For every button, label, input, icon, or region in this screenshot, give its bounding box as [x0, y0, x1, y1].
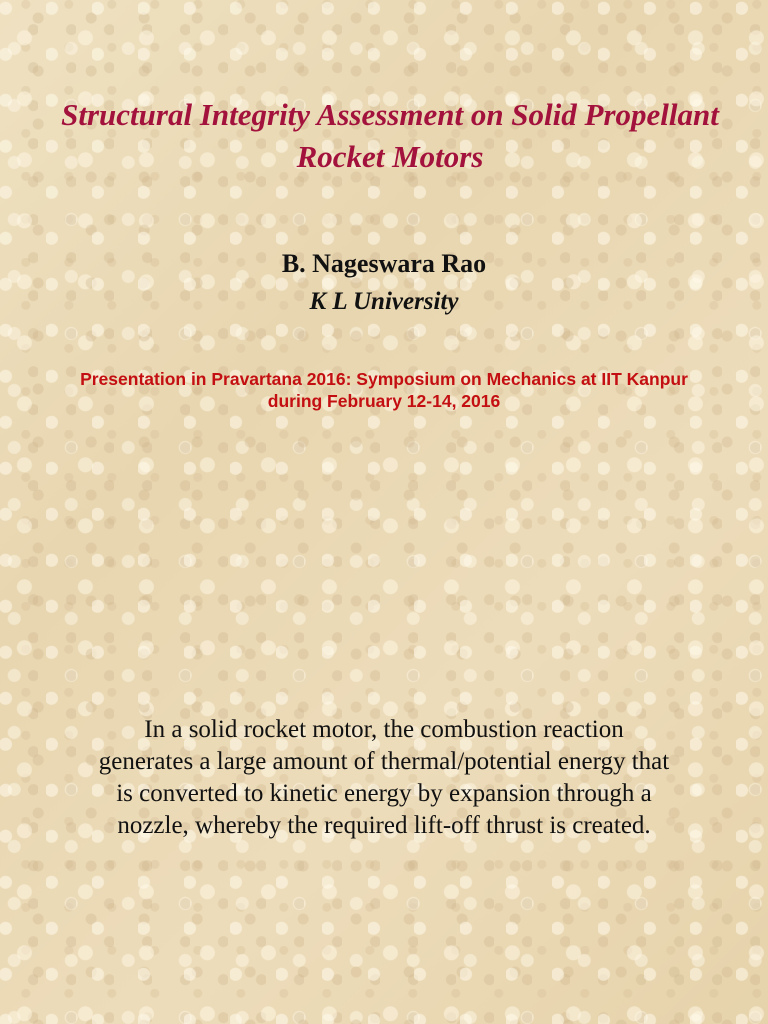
slide-title: Structural Integrity Assessment on Solid Propellant Rocket Motors — [61, 97, 719, 174]
author-affiliation: K L University — [309, 288, 459, 315]
author-name: B. Nageswara Rao — [281, 249, 487, 278]
event-line: during February 12-14, 2016 — [267, 391, 501, 411]
body-line: is converted to kinetic energy by expansion through a — [116, 780, 652, 807]
body-line: generates a large amount of thermal/potential energy that — [98, 748, 670, 775]
event-info — [20, 368, 748, 412]
event-line: Presentation in Pravartana 2016: Symposium on Mechanics at IIT Kanpur — [80, 369, 688, 389]
body-line: In a solid rocket motor, the combustion reaction — [144, 716, 624, 743]
body-line: nozzle, whereby the required lift-off thrust is created. — [117, 812, 651, 839]
body-paragraph — [40, 714, 728, 842]
